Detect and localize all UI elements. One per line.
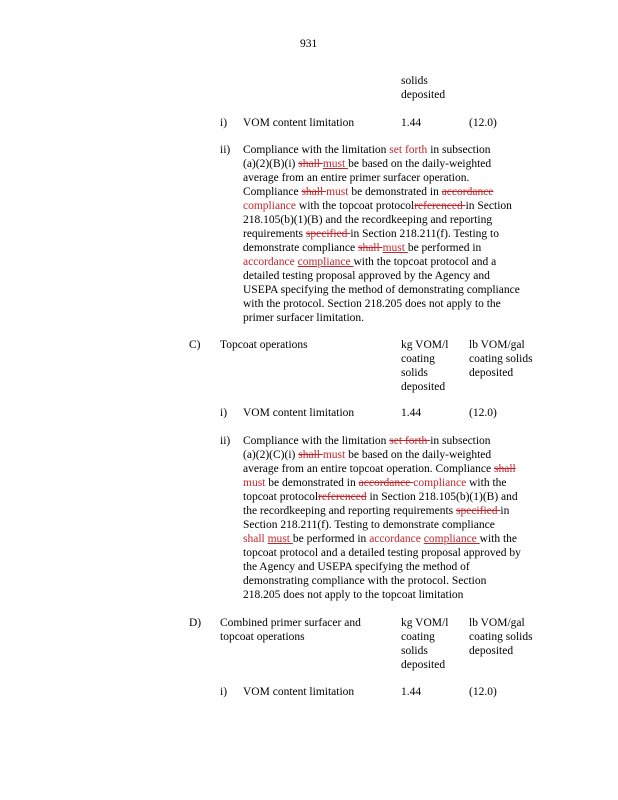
c-kg-header-line: coating bbox=[401, 353, 435, 365]
d-item-i-marker: i) bbox=[220, 686, 228, 698]
text-run: (a)(2)(B)(i) bbox=[243, 158, 299, 170]
inserted-text: shall bbox=[243, 533, 268, 545]
paragraph-line bbox=[243, 297, 520, 311]
deleted-text: shall bbox=[298, 449, 323, 461]
d-title-line: Combined primer surfacer and bbox=[220, 617, 361, 629]
text-run: with the topcoat protocol and a bbox=[353, 256, 497, 268]
inserted-underlined-text: must bbox=[267, 533, 293, 545]
d-lb-header bbox=[469, 616, 533, 658]
text-run: 218.105(b)(1)(B) and the recordkeeping and reporting bbox=[243, 214, 493, 226]
d-lb-header-line: coating solids bbox=[469, 631, 533, 643]
deleted-text: accordance bbox=[441, 186, 494, 198]
paragraph-line bbox=[243, 546, 521, 560]
paragraph-line bbox=[243, 448, 521, 462]
d-marker: D) bbox=[189, 617, 202, 629]
paragraph-line bbox=[243, 434, 521, 448]
c-item-i-kg: 1.44 bbox=[401, 407, 422, 419]
paragraph-line bbox=[243, 157, 520, 171]
paragraph-line bbox=[243, 462, 521, 476]
inserted-text: compliance bbox=[243, 200, 299, 212]
c-item-ii-paragraph bbox=[243, 434, 521, 602]
text-run: in Section bbox=[465, 200, 512, 212]
text-run: Compliance with the limitation bbox=[243, 435, 390, 447]
text-run: be performed in bbox=[292, 533, 370, 545]
page-number: 931 bbox=[300, 38, 318, 50]
paragraph-line bbox=[243, 171, 520, 185]
deleted-text: shall bbox=[357, 242, 383, 254]
c-kg-header-line: kg VOM/l bbox=[401, 339, 449, 351]
d-kg-header-line: kg VOM/l bbox=[401, 617, 449, 629]
text-run: USEPA specifying the method of demonstrating compliance bbox=[243, 284, 520, 296]
deleted-text: specified bbox=[456, 505, 501, 517]
c-title: Topcoat operations bbox=[220, 339, 308, 351]
inserted-text: accordance bbox=[369, 533, 424, 545]
text-run: be performed in bbox=[407, 242, 482, 254]
b-item-i-kg: 1.44 bbox=[401, 117, 422, 129]
c-item-ii-marker: ii) bbox=[220, 435, 231, 447]
inserted-text: must bbox=[326, 186, 349, 198]
text-run: in Section 218.105(b)(1)(B) and bbox=[366, 491, 518, 503]
text-run: average from an entire topcoat operation. Compliance bbox=[243, 463, 494, 475]
text-run: primer surfacer limitation. bbox=[243, 312, 365, 324]
text-run: be based on the daily-weighted bbox=[348, 158, 492, 170]
inserted-underlined-text: must bbox=[382, 242, 408, 254]
inserted-text: must bbox=[322, 449, 346, 461]
text-run: with the protocol. Section 218.205 does not apply to the bbox=[243, 298, 501, 310]
deleted-text: set forth bbox=[389, 435, 431, 447]
deleted-text: accordance bbox=[358, 477, 414, 489]
text-run: average from an entire primer surfacer operation. bbox=[243, 172, 470, 184]
text-run: detailed testing proposal approved by the Agency and bbox=[243, 270, 490, 282]
text-run: the recordkeeping and reporting requirements bbox=[243, 505, 456, 517]
text-run: demonstrate compliance bbox=[243, 242, 358, 254]
inserted-underlined-text: compliance bbox=[297, 256, 354, 268]
paragraph-line bbox=[243, 490, 521, 504]
text-run: with the topcoat protocol bbox=[298, 200, 415, 212]
text-run: 218.205 does not apply to the topcoat limitation bbox=[243, 589, 464, 601]
inserted-text: set forth bbox=[389, 144, 431, 156]
c-kg-header-line: solids bbox=[401, 367, 428, 379]
inserted-underlined-text: compliance bbox=[423, 533, 480, 545]
paragraph-line bbox=[243, 504, 521, 518]
paragraph-line bbox=[243, 476, 521, 490]
text-run: in subsection bbox=[430, 435, 491, 447]
d-item-i-label: VOM content limitation bbox=[243, 686, 355, 698]
d-kg-header-line: coating bbox=[401, 631, 435, 643]
paragraph-line bbox=[243, 311, 520, 325]
d-kg-header bbox=[401, 616, 448, 672]
b-item-i-lb: (12.0) bbox=[469, 117, 497, 129]
paragraph-line bbox=[243, 143, 520, 157]
c-lb-header-line: deposited bbox=[469, 367, 514, 379]
paragraph-line bbox=[243, 227, 520, 241]
d-item-i-kg: 1.44 bbox=[401, 686, 422, 698]
inserted-text: compliance bbox=[413, 477, 470, 489]
text-run: topcoat protocol and a detailed testing proposal approved by bbox=[243, 547, 521, 559]
text-run: (a)(2)(C)(i) bbox=[243, 449, 299, 461]
text-run: requirements bbox=[243, 228, 306, 240]
paragraph-line bbox=[243, 283, 520, 297]
text-run: in subsection bbox=[430, 144, 491, 156]
paragraph-line bbox=[243, 185, 520, 199]
b-item-ii-marker: ii) bbox=[220, 144, 231, 156]
text-run: Section 218.211(f). Testing to demonstrate compliance bbox=[243, 519, 495, 531]
text-run: in bbox=[500, 505, 510, 517]
text-run: Compliance with the limitation bbox=[243, 144, 390, 156]
text-run: with the bbox=[479, 533, 518, 545]
c-kg-header-line: deposited bbox=[401, 381, 446, 393]
paragraph-line bbox=[243, 560, 521, 574]
paragraph-line bbox=[243, 199, 520, 213]
paragraph-line bbox=[243, 269, 520, 283]
c-marker: C) bbox=[189, 339, 201, 351]
deleted-text: shall bbox=[493, 463, 516, 475]
units-line-2: deposited bbox=[401, 89, 446, 101]
deleted-text: referenced bbox=[414, 200, 466, 212]
b-item-i-marker: i) bbox=[220, 117, 228, 129]
deleted-text: referenced bbox=[318, 491, 367, 503]
text-run: the Agency and USEPA specifying the method of bbox=[243, 561, 470, 573]
paragraph-line bbox=[243, 518, 521, 532]
d-lb-header-line: lb VOM/gal bbox=[469, 617, 525, 629]
inserted-text: accordance bbox=[243, 256, 298, 268]
text-run: be based on the daily-weighted bbox=[345, 449, 492, 461]
d-lb-header-line: deposited bbox=[469, 645, 514, 657]
text-run: with the bbox=[469, 477, 507, 489]
d-kg-header-line: deposited bbox=[401, 659, 446, 671]
c-lb-header-line: lb VOM/gal bbox=[469, 339, 525, 351]
text-run: in Section 218.211(f). Testing to bbox=[350, 228, 499, 240]
paragraph-line bbox=[243, 255, 520, 269]
paragraph-line bbox=[243, 241, 520, 255]
c-kg-header bbox=[401, 338, 448, 394]
paragraph-line bbox=[243, 213, 520, 227]
d-kg-header-line: solids bbox=[401, 645, 428, 657]
inserted-underlined-text: must bbox=[322, 158, 349, 170]
text-run: topcoat protocol bbox=[243, 491, 319, 503]
deleted-text: shall bbox=[301, 186, 327, 198]
inserted-text: must bbox=[243, 477, 266, 489]
c-item-i-lb: (12.0) bbox=[469, 407, 497, 419]
paragraph-line bbox=[243, 574, 521, 588]
c-item-i-label: VOM content limitation bbox=[243, 407, 355, 419]
b-item-ii-paragraph bbox=[243, 143, 520, 325]
text-run: Compliance bbox=[243, 186, 302, 198]
text-run: be demonstrated in bbox=[348, 186, 442, 198]
c-item-i-marker: i) bbox=[220, 407, 228, 419]
deleted-text: specified bbox=[305, 228, 351, 240]
d-title bbox=[220, 616, 361, 644]
text-run: be demonstrated in bbox=[265, 477, 359, 489]
d-item-i-lb: (12.0) bbox=[469, 686, 497, 698]
units-line-1: solids bbox=[401, 75, 428, 87]
paragraph-line bbox=[243, 588, 521, 602]
deleted-text: shall bbox=[298, 158, 323, 170]
d-title-line: topcoat operations bbox=[220, 631, 305, 643]
text-run: demonstrating compliance with the protocol. Section bbox=[243, 575, 487, 587]
paragraph-line bbox=[243, 532, 521, 546]
c-lb-header bbox=[469, 338, 533, 380]
b-item-i-label: VOM content limitation bbox=[243, 117, 355, 129]
c-lb-header-line: coating solids bbox=[469, 353, 533, 365]
